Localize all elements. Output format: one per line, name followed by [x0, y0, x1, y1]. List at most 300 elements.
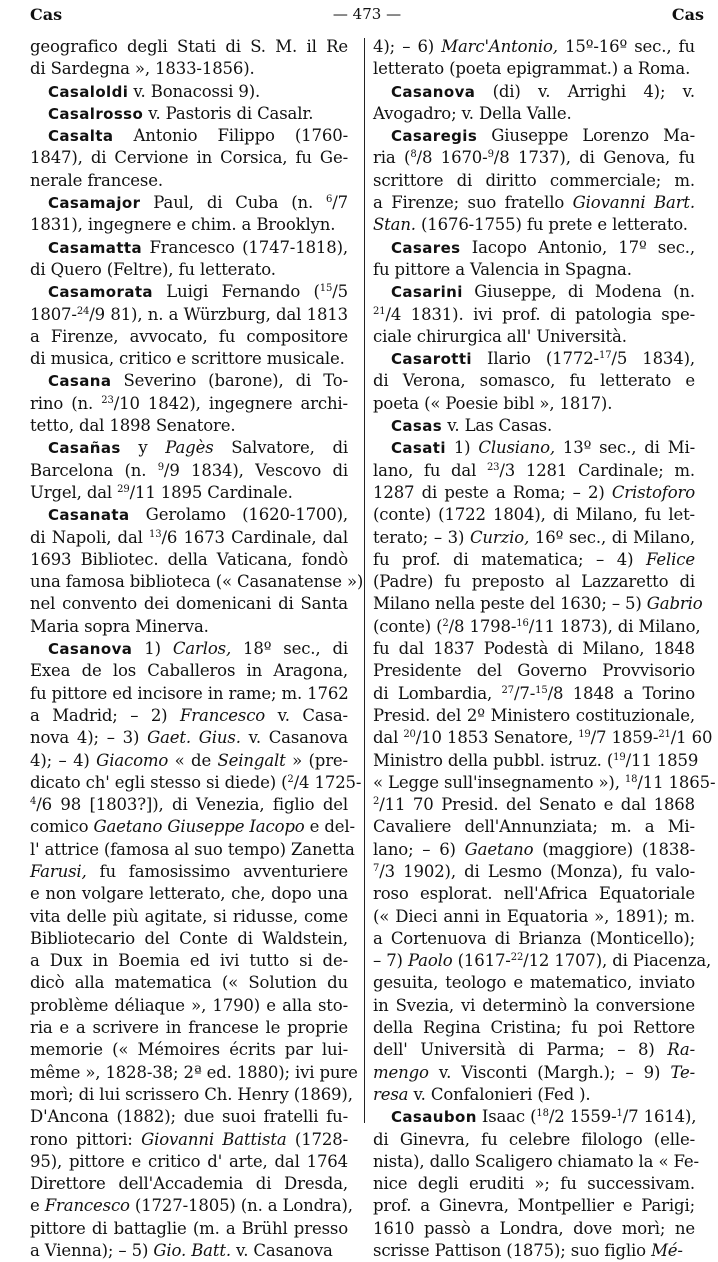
text-span: /10 1853 Senatore, — [415, 728, 579, 748]
text-span: e non volgare letterato, che, dopo una — [30, 884, 348, 904]
italic-text: Francesco — [179, 705, 266, 725]
text-line — [30, 861, 348, 883]
text-line — [373, 170, 695, 192]
text-line — [373, 58, 695, 80]
text-line — [30, 794, 348, 816]
entry-headword: Casarotti — [391, 350, 472, 369]
text-span: fu dal 1837 Podestà di Milano, 1848 — [373, 639, 695, 659]
text-span: /7 1614), — [622, 1107, 697, 1127]
text-line — [373, 304, 695, 326]
text-span: v. Las Casas. — [442, 416, 553, 436]
page-number: — 473 — — [332, 5, 402, 23]
text-line — [373, 705, 695, 727]
text-line — [30, 527, 348, 549]
text-span: Cavaliere dell'Annunziata; m. a Mi- — [373, 817, 695, 837]
text-span: /5 1834), — [611, 349, 695, 369]
text-span: 1807- — [30, 304, 77, 324]
superscript: 19 — [578, 729, 591, 741]
text-span: e — [30, 1196, 45, 1216]
text-line — [373, 147, 695, 169]
text-span: même », 1828-38; 2ª ed. 1880); ivi pure — [30, 1062, 358, 1082]
superscript: 24 — [76, 305, 90, 317]
entry-line — [30, 504, 348, 526]
text-span: una famosa biblioteca (« Casanatense ») — [30, 572, 364, 592]
italic-text: resa — [373, 1084, 409, 1104]
text-line — [373, 460, 695, 482]
text-span: terato; – 3) — [373, 527, 470, 547]
entry-line — [373, 81, 695, 103]
text-span: di musica, critico e scrittore musicale. — [30, 349, 345, 369]
entry-line — [373, 437, 695, 459]
text-line — [30, 326, 348, 348]
text-span: 15º-16º sec., fu — [557, 37, 695, 56]
text-span: /8 1737), di Genova, fu — [493, 148, 696, 168]
text-line — [373, 1039, 695, 1061]
italic-text: Gaet. Gius. — [147, 728, 241, 748]
superscript: 27 — [501, 684, 514, 696]
text-span: dal — [373, 728, 404, 748]
italic-text: Gaetano Giuseppe Iacopo — [93, 817, 305, 837]
superscript: 16 — [516, 617, 529, 629]
text-line — [373, 527, 695, 549]
text-line — [30, 616, 348, 638]
text-span: della Regina Cristina; fu poi Rettore — [373, 1018, 695, 1038]
text-span: tetto, dal 1898 Senatore. — [30, 416, 236, 436]
entry-line — [373, 348, 695, 370]
text-span: a Firenze; suo fratello — [373, 193, 573, 213]
text-span: Giuseppe, di Modena (n. — [462, 282, 695, 302]
entry-line — [373, 1106, 695, 1128]
text-line — [373, 683, 695, 705]
text-line — [373, 192, 695, 214]
text-span: problème déliaque », 1790) e alla sto- — [30, 995, 348, 1015]
text-span: memorie (« Mémoires écrits par lui- — [30, 1040, 348, 1060]
text-line — [30, 772, 362, 794]
text-span: /9 1834), Vescovo di — [163, 460, 348, 480]
italic-text: Te- — [670, 1062, 695, 1082]
text-line — [373, 1173, 695, 1195]
text-line — [373, 370, 695, 392]
text-span: 1610 passò a Londra, dove morì; ne — [373, 1218, 695, 1238]
entry-headword: Casanova — [48, 640, 133, 659]
text-span: (1676-1755) fu prete e letterato. — [415, 215, 688, 235]
text-line — [30, 1151, 348, 1173]
text-span: Presidente del Governo Provvisorio — [373, 661, 695, 681]
text-line — [30, 995, 348, 1017]
text-span: dicato ch' egli stesso si diede) ( — [30, 772, 288, 792]
text-span: l' attrice (famosa al suo tempo) Zanetta — [30, 839, 355, 859]
superscript: 20 — [403, 729, 416, 741]
text-line — [30, 593, 348, 615]
text-span: nova 4); – 3) — [30, 728, 148, 748]
text-span: geografico degli Stati di S. M. il Re — [30, 37, 348, 56]
text-span: fu pittore a Valencia in Spagna. — [373, 259, 632, 279]
italic-text: Clusiano, — [478, 438, 555, 458]
text-span: di Sardegna », 1833-1856). — [30, 59, 255, 79]
text-span: 1287 di peste a Roma; – 2) — [373, 482, 612, 502]
text-span: /11 1865- — [637, 772, 716, 792]
entry-line — [30, 638, 348, 660]
superscript: 22 — [510, 952, 524, 964]
superscript: 23 — [486, 461, 500, 473]
text-span: /4 1831). ivi prof. di patologia spe- — [385, 304, 695, 324]
italic-text: Carlos, — [172, 639, 232, 659]
text-line — [30, 571, 364, 593]
superscript: 8 — [410, 149, 417, 161]
entry-line — [30, 370, 348, 392]
text-span: nice degli eruditi »; fu successivam. — [373, 1174, 695, 1194]
text-line — [30, 214, 348, 236]
text-span: Barcelona (n. — [30, 460, 158, 480]
entry-headword: Casamatta — [48, 238, 142, 257]
superscript: 19 — [613, 751, 626, 763]
superscript: 18 — [536, 1108, 549, 1120]
text-span: fu famosissimo avventuriere — [86, 861, 348, 881]
text-span: /7 1859- — [590, 728, 659, 748]
text-span: /11 70 Presid. del Senato e dal 1868 — [379, 795, 695, 815]
entry-headword: Casaubon — [391, 1108, 477, 1127]
text-span: a Vienna); – 5) — [30, 1241, 154, 1261]
text-line — [30, 1084, 353, 1106]
text-span: « Legge sull'insegnamento »), — [373, 772, 625, 792]
text-span: /9 81), n. a Würzburg, dal 1813 — [89, 304, 348, 324]
superscript: 7 — [373, 862, 380, 874]
text-line — [373, 727, 713, 749]
superscript: 9 — [487, 149, 494, 161]
text-span: /11 1873), di Milano, — [528, 616, 701, 636]
text-line — [373, 326, 695, 348]
text-line — [30, 1017, 348, 1039]
entry-headword: Casas — [391, 417, 443, 436]
text-span: v. Visconti (Margh.); – 9) — [428, 1062, 671, 1082]
text-span: /2 1559- — [548, 1107, 617, 1127]
italic-text: Cristoforo — [611, 482, 695, 502]
text-span: 1847), di Cervione in Corsica, fu Ge- — [30, 148, 348, 168]
text-line — [373, 750, 699, 772]
text-span: pittore di battaglie (m. a Brühl presso — [30, 1218, 348, 1238]
text-line — [30, 348, 348, 370]
page-header — [30, 2, 704, 28]
text-span: a Firenze, avvocato, fu compositore — [30, 326, 348, 346]
text-span: comico — [30, 817, 94, 837]
superscript: 2 — [287, 773, 294, 785]
text-line — [373, 259, 695, 281]
text-span: Presid. del 2º Ministero costituzionale, — [373, 705, 695, 725]
entry-line — [30, 281, 348, 303]
text-span: v. Casanova — [230, 1241, 333, 1261]
italic-text: Ra- — [667, 1040, 695, 1060]
text-span: roso esplorat. nell'Africa Equatoriale — [373, 884, 695, 904]
text-line — [373, 1195, 695, 1217]
text-line — [373, 504, 695, 526]
entry-line — [373, 281, 695, 303]
column-divider — [364, 38, 365, 1123]
text-span: y — [120, 438, 166, 458]
entry-headword: Casanova — [391, 82, 476, 101]
text-span: 1) — [132, 639, 173, 659]
italic-text: Gio. Batt. — [153, 1241, 231, 1261]
text-span: gesuita, teologo e matematico, inviato — [373, 973, 695, 993]
entry-headword: Casaloldi — [48, 82, 129, 101]
text-line — [373, 950, 712, 972]
text-line — [373, 1017, 695, 1039]
text-line — [30, 906, 348, 928]
text-span: /5 — [332, 282, 348, 302]
text-span: /8 1670- — [416, 148, 488, 168]
text-line — [30, 1218, 348, 1240]
italic-text: Giovanni Bart. — [572, 193, 696, 213]
text-span: Paul, di Cuba (n. — [140, 193, 327, 213]
text-line — [30, 36, 348, 58]
italic-text: Gabrio — [646, 594, 703, 614]
text-span: /10 1842), ingegnere archi- — [113, 393, 348, 413]
text-span: 4); – 6) — [373, 37, 442, 56]
text-line — [373, 995, 695, 1017]
text-span: Ministro della pubbl. istruz. ( — [373, 750, 614, 770]
text-line — [373, 482, 695, 504]
text-span: morì; di lui scrissero Ch. Henry (1869), — [30, 1084, 353, 1104]
text-span: dell' Università di Parma; – 8) — [373, 1040, 668, 1060]
text-span: (conte) (1722 1804), di Milano, fu let- — [373, 505, 695, 525]
text-span: – 7) — [373, 951, 408, 971]
entry-line — [30, 81, 348, 103]
text-line — [30, 1240, 348, 1262]
text-line — [373, 616, 701, 638]
entry-headword: Casamajor — [48, 194, 141, 213]
text-line — [373, 571, 695, 593]
text-line — [373, 549, 695, 571]
text-line — [30, 304, 348, 326]
text-span: di Verona, somasco, fu letterato e — [373, 371, 695, 391]
text-span: /8 1798- — [448, 616, 517, 636]
entry-headword: Casamorata — [48, 283, 153, 302]
entry-headword: Casalta — [48, 127, 114, 146]
text-span: Urgel, dal — [30, 482, 118, 502]
text-span: scrittore di diritto commerciale; m. — [373, 170, 695, 190]
text-line — [30, 147, 348, 169]
entry-headword: Casalrosso — [48, 104, 144, 123]
text-span: 1831), ingegnere e chim. a Brooklyn. — [30, 215, 336, 235]
text-span: (maggiore) (1838- — [533, 839, 695, 859]
text-span: lano; – 6) — [373, 839, 465, 859]
superscript: 9 — [157, 461, 164, 473]
italic-text: Farusi, — [30, 861, 87, 881]
text-span: Milano nella peste del 1630; – 5) — [373, 594, 647, 614]
text-span: /3 1281 Cardinale; m. — [499, 460, 695, 480]
entry-line — [373, 237, 695, 259]
text-span: nerale francese. — [30, 170, 163, 190]
text-span: a Dux in Boemia ed ivi tutto si de- — [30, 951, 348, 971]
entry-headword: Casana — [48, 372, 112, 391]
superscript: 21 — [373, 305, 386, 317]
text-line — [373, 1151, 699, 1173]
text-span: D'Ancona (1882); due suoi fratelli fu- — [30, 1107, 348, 1127]
text-span: (di) v. Arrighi 4); v. — [475, 81, 695, 101]
entry-line — [30, 237, 348, 259]
text-span: 95), pittore e critico d' arte, dal 1764 — [30, 1151, 348, 1171]
text-line — [30, 816, 355, 838]
text-line — [30, 660, 348, 682]
superscript: 15 — [319, 283, 333, 295]
text-line — [30, 415, 348, 437]
text-line — [30, 1173, 348, 1195]
text-span: /8 1848 a Torino — [547, 683, 695, 703]
text-span: (« Dieci anni in Equatoria », 1891); m. — [373, 906, 695, 926]
italic-text: Giacomo — [96, 750, 169, 770]
superscript: 1 — [616, 1108, 623, 1120]
superscript: 29 — [117, 483, 130, 495]
entry-line — [30, 125, 348, 147]
text-line — [373, 839, 695, 861]
text-span: Gerolamo (1620-1700), — [129, 505, 348, 525]
text-span: v. Bonacossi 9). — [128, 81, 261, 101]
text-line — [30, 750, 348, 772]
text-span: /11 1859 — [625, 750, 699, 770]
text-line — [373, 906, 695, 928]
entry-headword: Casares — [391, 238, 461, 257]
text-span: a Cortenuova di Brianza (Monticello); — [373, 928, 695, 948]
entry-headword: Casañas — [48, 439, 121, 458]
text-span: a Madrid; – 2) — [30, 705, 180, 725]
text-span: /11 1895 Cardinale. — [129, 482, 293, 502]
text-span: ria e a scrivere in francese le proprie — [30, 1018, 348, 1038]
text-span: (1617- — [452, 951, 511, 971]
italic-text: Gaetano — [464, 839, 534, 859]
text-line — [373, 593, 703, 615]
text-line — [30, 549, 348, 571]
text-span: Luigi Fernando ( — [152, 282, 320, 302]
text-line — [30, 259, 348, 281]
header-right-keyword: Cas — [671, 5, 704, 24]
text-span: (1728- — [286, 1129, 349, 1149]
text-line — [30, 170, 348, 192]
text-span: v. Casanova — [240, 728, 348, 748]
text-line — [30, 1062, 358, 1084]
text-span: v. Pastoris di Casalr. — [143, 103, 314, 123]
superscript: 2 — [442, 617, 449, 629]
text-span: ciale chirurgica all' Università. — [373, 326, 627, 346]
entry-headword: Casarini — [391, 283, 463, 302]
entry-headword: Casati — [391, 439, 446, 458]
text-line — [373, 772, 716, 794]
text-span: e del- — [304, 817, 355, 837]
italic-text: Mé- — [651, 1241, 683, 1261]
text-span: Salvatore, di — [213, 438, 348, 458]
superscript: 6 — [326, 194, 333, 206]
entry-line — [30, 192, 348, 214]
text-line — [373, 103, 695, 125]
text-line — [30, 1039, 348, 1061]
text-line — [30, 928, 348, 950]
text-span: di Quero (Feltre), fu letterato. — [30, 259, 276, 279]
text-line — [30, 950, 348, 972]
italic-text: Giovanni Battista — [141, 1129, 287, 1149]
text-span: Bibliotecario del Conte di Waldstein, — [30, 928, 348, 948]
italic-text: Stan. — [373, 215, 416, 235]
text-span: /6 1673 Cardinale, dal — [161, 527, 348, 547]
text-span: Giuseppe Lorenzo Ma- — [477, 126, 695, 146]
text-line — [30, 1129, 348, 1151]
text-span: /6 98 [1803?]), di Venezia, figlio del — [36, 795, 348, 815]
text-line — [30, 972, 348, 994]
text-span: /7- — [513, 683, 536, 703]
text-line — [373, 972, 695, 994]
text-line — [373, 1240, 695, 1262]
text-span: rino (n. — [30, 393, 102, 413]
text-line — [373, 816, 695, 838]
superscript: 21 — [658, 729, 671, 741]
text-span: lano, fu dal — [373, 460, 487, 480]
text-span: Iacopo Antonio, 17º sec., — [460, 237, 695, 257]
text-span: di Napoli, dal — [30, 527, 150, 547]
superscript: 15 — [535, 684, 548, 696]
text-span: Avogadro; v. Della Valle. — [373, 103, 572, 123]
text-span: Ilario (1772- — [471, 349, 599, 369]
text-span: in Svezia, vi determinò la conversione — [373, 995, 695, 1015]
text-span: fu pittore ed incisore in rame; m. 1762 — [30, 683, 349, 703]
text-span: » (pre- — [285, 750, 348, 770]
entry-line — [373, 415, 695, 437]
superscript: 17 — [598, 350, 612, 362]
text-line — [373, 36, 695, 58]
text-span: letterato (poeta epigrammat.) a Roma. — [373, 59, 691, 79]
text-span: v. Confalonieri (Fed ). — [408, 1084, 591, 1104]
text-span: scrisse Pattison (1875); suo figlio — [373, 1241, 652, 1261]
text-span: Severino (barone), di To- — [111, 371, 348, 391]
text-span: /1 60 — [670, 728, 713, 748]
text-span: fu prof. di matematica; – 4) — [373, 549, 647, 569]
text-span: Maria sopra Minerva. — [30, 616, 209, 636]
text-span: dicò alla matematica (« Solution du — [30, 973, 348, 993]
text-line — [30, 727, 348, 749]
italic-text: Francesco — [44, 1196, 130, 1216]
text-span: 16º sec., di Milano, — [529, 527, 695, 547]
text-span: 18º sec., di — [231, 639, 349, 659]
text-span: poeta (« Poesie bibl », 1817). — [373, 393, 613, 413]
text-line — [30, 393, 348, 415]
superscript: 18 — [624, 773, 638, 785]
text-line — [30, 705, 348, 727]
italic-text: Curzio, — [469, 527, 530, 547]
text-line — [30, 460, 348, 482]
text-line — [373, 1129, 695, 1151]
text-span: ria ( — [373, 148, 411, 168]
text-line — [30, 482, 348, 504]
text-line — [373, 1084, 695, 1106]
entry-headword: Casaregis — [391, 127, 478, 146]
text-span: nel convento dei domenicani di Santa — [30, 594, 348, 614]
italic-text: mengo — [373, 1062, 429, 1082]
text-span: Antonio Filippo (1760- — [113, 126, 348, 146]
italic-text: Felice — [646, 549, 695, 569]
entry-line — [30, 437, 348, 459]
text-span: rono pittori: — [30, 1129, 142, 1149]
text-span: di Lombardia, — [373, 683, 502, 703]
text-span: v. Casa- — [265, 705, 348, 725]
text-span: di Ginevra, fu celebre filologo (elle- — [373, 1129, 695, 1149]
text-line — [30, 58, 348, 80]
text-span: /12 1707), di Piacenza, — [523, 951, 712, 971]
text-line — [373, 393, 695, 415]
text-line — [373, 214, 695, 236]
text-line — [373, 1218, 695, 1240]
text-line — [30, 883, 348, 905]
text-line — [373, 1062, 695, 1084]
italic-text: Paolo — [407, 951, 453, 971]
entry-line — [30, 103, 348, 125]
text-line — [373, 794, 695, 816]
entry-line — [373, 125, 695, 147]
